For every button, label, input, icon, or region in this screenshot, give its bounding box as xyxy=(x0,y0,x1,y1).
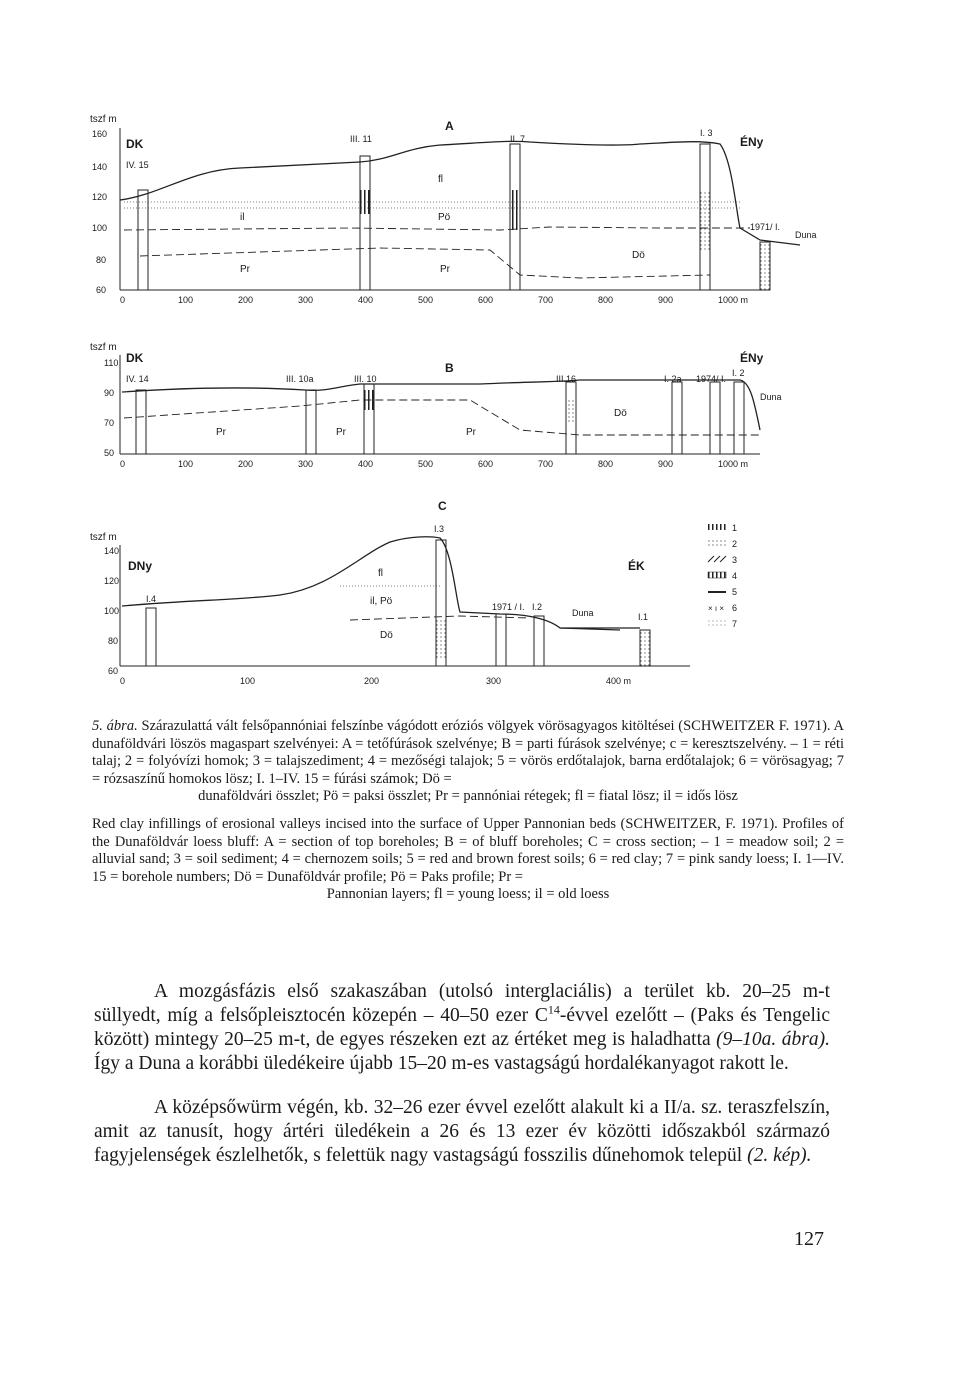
b-borehole xyxy=(306,390,316,454)
a-borehole-label: IV. 15 xyxy=(126,160,149,170)
a-xtick: 900 xyxy=(658,295,674,305)
b-borehole-label: 1974/ I. xyxy=(696,374,727,384)
c-dir-left: DNy xyxy=(128,559,153,573)
legend-swatch xyxy=(708,540,726,546)
b-borehole xyxy=(136,390,146,454)
p2-text: A középsőwürm végén, kb. 32–26 ezer évvel ezelőtt alakult ki a II/a. sz. teraszfelszín, amit az tanusít, hogy ártéri üledékein a 26 és 13 ezer év közötti időszakból származó fagyjelenségek észlelhetők, s felettük nagy vastagságú fosszilis dűnehomok települ xyxy=(94,1097,830,1166)
c-river-label: Duna xyxy=(572,608,594,618)
b-borehole xyxy=(672,382,682,454)
p1-text: A mozgásfázis első szakaszában (utolsó interglaciális) a terület kb. 20–25 m-t süllyedt, míg a felsőpleisztocén közepén – 40–50 ezer C xyxy=(94,981,830,1026)
b-xtick: 500 xyxy=(418,459,434,469)
a-borehole xyxy=(360,156,370,290)
b-river-label: Duna xyxy=(760,392,782,402)
b-unit-label: Pr xyxy=(336,427,346,438)
a-ytick: 60 xyxy=(96,285,107,295)
legend-item: 7 xyxy=(732,619,738,629)
legend-item: 4 xyxy=(732,571,738,581)
b-xtick: 800 xyxy=(598,459,614,469)
a-x-ticks xyxy=(120,295,748,305)
c-borehole xyxy=(534,616,544,666)
a-xtick: 600 xyxy=(478,295,494,305)
a-unit-label: Dö xyxy=(632,250,645,261)
caption-text: Szárazulattá vált felsőpannóniai felszínbe vágódott eróziós völgyek vörösagyagos kitöltései (SCHWEITZER F. 1971). A dunaföldvári löszös magaspart szelvényei: A = tetőfúrások szelvénye; B = parti fúrások szelvénye; c = keresztszelvény. – 1 = réti talaj; 2 = folyóvízi homok; 3 = talajszediment; 4 = mezőségi talajok; 5 = vörös erdőtalajok, barna erdőtalajok; 6 = vörösagyag; 7 = rózsaszínű homokos lösz; I. 1–IV. 15 = fúrási számok; Dö = xyxy=(92,718,844,787)
c-borehole-label: I.1 xyxy=(638,612,649,622)
a-xtick: 700 xyxy=(538,295,554,305)
b-x-ticks xyxy=(120,459,748,469)
a-ytick: 120 xyxy=(92,192,108,202)
c-borehole-fill xyxy=(436,620,446,660)
p1-text: Így a Duna a korábbi üledékeire újabb 15–20 m-es vastagságú hordalékanyagot rakott le. xyxy=(94,1053,789,1074)
a-xtick: 800 xyxy=(598,295,614,305)
a-ytick: 140 xyxy=(92,162,108,172)
b-xtick: 1000 m xyxy=(718,459,749,469)
legend-swatch xyxy=(708,572,726,578)
c-xtick: 200 xyxy=(364,676,380,686)
a-ytick: 160 xyxy=(92,129,108,139)
profile-b-axis-unit: tszf m xyxy=(90,342,117,353)
a-borehole-label: 1971/ I. xyxy=(750,222,781,232)
a-xtick: 200 xyxy=(238,295,254,305)
b-xtick: 900 xyxy=(658,459,674,469)
body-paragraph-1 xyxy=(94,980,830,1076)
b-ytick: 110 xyxy=(104,358,119,368)
b-ytick: 90 xyxy=(104,388,115,398)
b-xtick: 400 xyxy=(358,459,374,469)
a-horizon-lower xyxy=(140,248,710,278)
legend-item: 5 xyxy=(732,587,738,597)
a-xtick: 0 xyxy=(120,295,126,305)
c-xtick: 300 xyxy=(486,676,502,686)
legend xyxy=(708,523,737,629)
c-unit-label: il, Pö xyxy=(370,596,393,607)
c-ytick: 60 xyxy=(108,666,119,676)
caption-english xyxy=(92,816,844,904)
legend-item: 3 xyxy=(732,555,738,565)
c-xtick: 0 xyxy=(120,676,126,686)
b-xtick: 600 xyxy=(478,459,494,469)
profile-c xyxy=(90,499,690,686)
b-borehole-fill xyxy=(566,400,576,424)
c-borehole xyxy=(496,614,506,666)
a-dir-right: ÉNy xyxy=(740,135,764,149)
legend-item: 2 xyxy=(732,539,738,549)
figure-5-profiles xyxy=(60,100,840,700)
a-xtick: 400 xyxy=(358,295,374,305)
a-dir-left: DK xyxy=(126,137,144,151)
a-ytick: 100 xyxy=(92,223,108,233)
legend-swatch-cross: × ı × xyxy=(708,604,725,613)
c-borehole-label: 1971 / I. xyxy=(492,602,525,612)
c-xtick: 100 xyxy=(240,676,256,686)
profile-a-letter: A xyxy=(445,119,454,133)
p2-figure-ref: (2. kép). xyxy=(747,1145,812,1166)
a-unit-label: il xyxy=(240,212,245,223)
legend-swatch xyxy=(708,556,726,562)
b-borehole-label: I. 2 xyxy=(732,368,745,378)
a-xtick: 500 xyxy=(418,295,434,305)
body-paragraph-2 xyxy=(94,1096,830,1168)
a-xtick: 300 xyxy=(298,295,314,305)
c-borehole xyxy=(640,630,650,666)
b-xtick: 700 xyxy=(538,459,554,469)
caption-text-last: dunaföldvári összlet; Pö = paksi összlet; Pr = pannóniai rétegek; fl = fiatal lösz; il = idős lösz xyxy=(198,788,738,804)
b-ytick: 50 xyxy=(104,448,115,458)
a-unit-label: fl xyxy=(438,174,443,185)
a-unit-label: Pö xyxy=(438,212,451,223)
c-borehole xyxy=(146,608,156,666)
c-borehole-label: I.2 xyxy=(532,602,543,612)
a-borehole-fill xyxy=(360,190,370,214)
b-ytick: 70 xyxy=(104,418,115,428)
c-ytick: 120 xyxy=(104,576,120,586)
b-dir-left: DK xyxy=(126,351,144,365)
profile-b-letter: B xyxy=(445,361,454,375)
b-dir-right: ÉNy xyxy=(740,351,764,365)
b-borehole-label: IV. 14 xyxy=(126,374,149,384)
b-borehole-label: III. 10 xyxy=(354,374,377,384)
b-unit-label: Pr xyxy=(466,427,476,438)
a-ytick: 80 xyxy=(96,255,107,265)
p1-text: -évvel ezelőtt – (Paks és Tengelic között) mintegy 20–25 m-t, de egyes részeken ezt az értéket meg is haladhatta xyxy=(94,1005,830,1050)
b-borehole xyxy=(710,382,720,454)
a-river-label: Duna xyxy=(795,230,817,240)
c-unit-label: fl xyxy=(378,568,383,579)
c-ytick: 140 xyxy=(104,546,120,556)
c-dir-right: ÉK xyxy=(628,559,645,573)
caption-label: 5. ábra. xyxy=(92,718,138,734)
b-borehole-fill xyxy=(364,390,374,410)
a-borehole-fill xyxy=(510,190,520,230)
a-horizon-upper xyxy=(124,227,750,230)
legend-swatch xyxy=(708,620,726,627)
b-surface-line xyxy=(122,380,760,430)
c-surface-line xyxy=(122,537,620,630)
b-xtick: 300 xyxy=(298,459,314,469)
b-unit-label: Dö xyxy=(614,408,627,419)
b-borehole-label: I. 2a xyxy=(664,374,682,384)
c-xtick: 400 m xyxy=(606,676,632,686)
b-unit-label: Pr xyxy=(216,427,226,438)
b-xtick: 100 xyxy=(178,459,194,469)
a-borehole-label: II. 7 xyxy=(510,134,526,144)
c-borehole-label: I.3 xyxy=(434,524,445,534)
a-borehole-fill xyxy=(700,190,710,250)
b-borehole-label: III.16 xyxy=(556,374,577,384)
p1-figure-ref: (9–10a. ábra). xyxy=(716,1029,831,1050)
caption-hungarian xyxy=(92,718,844,806)
b-xtick: 200 xyxy=(238,459,254,469)
a-xtick: 1000 m xyxy=(718,295,749,305)
a-borehole xyxy=(760,242,770,290)
caption-text: Red clay infillings of erosional valleys incised into the surface of Upper Pannonian beds (SCHWEITZER, F. 1971). Profiles of the Dunaföldvár loess bluff: A = section of top boreholes; B = of bluff boreholes; C = cross section; – 1 = meadow soil; 2 = alluvial sand; 3 = soil sediment; 4 = chernozem soils; 5 = red and brown forest soils; 6 = red clay; 7 = pink sandy loess; I. 1—IV. 15 = borehole numbers; Dö = Dunaföldvár profile; Pö = Paks profile; Pr = xyxy=(92,816,844,885)
b-borehole xyxy=(734,382,744,454)
a-unit-label: Pr xyxy=(240,264,250,275)
caption-text-last: Pannonian layers; fl = young loess; il = old loess xyxy=(326,886,610,902)
a-borehole xyxy=(138,190,148,290)
profile-b xyxy=(90,342,782,469)
p1-sup: 14 xyxy=(547,1002,560,1017)
c-ytick: 100 xyxy=(104,606,120,616)
legend-swatch xyxy=(708,524,726,530)
c-horizon xyxy=(350,616,530,620)
b-borehole-label: III. 10a xyxy=(286,374,314,384)
a-borehole-label: III. 11 xyxy=(350,134,372,144)
profile-c-axis-unit: tszf m xyxy=(90,532,117,543)
c-borehole-label: I.4 xyxy=(146,594,157,604)
legend-item: 6 xyxy=(732,603,738,613)
legend-item: 1 xyxy=(732,523,738,533)
profile-c-letter: C xyxy=(438,499,447,513)
b-xtick: 0 xyxy=(120,459,126,469)
a-xtick: 100 xyxy=(178,295,194,305)
page-number: 127 xyxy=(794,1228,824,1250)
a-unit-label: Pr xyxy=(440,264,450,275)
profile-a-axis-unit: tszf m xyxy=(90,114,117,125)
c-ytick: 80 xyxy=(108,636,119,646)
c-unit-label: Dö xyxy=(380,630,393,641)
profile-a xyxy=(90,114,817,305)
a-borehole-label: I. 3 xyxy=(700,128,713,138)
c-x-ticks xyxy=(120,676,631,686)
